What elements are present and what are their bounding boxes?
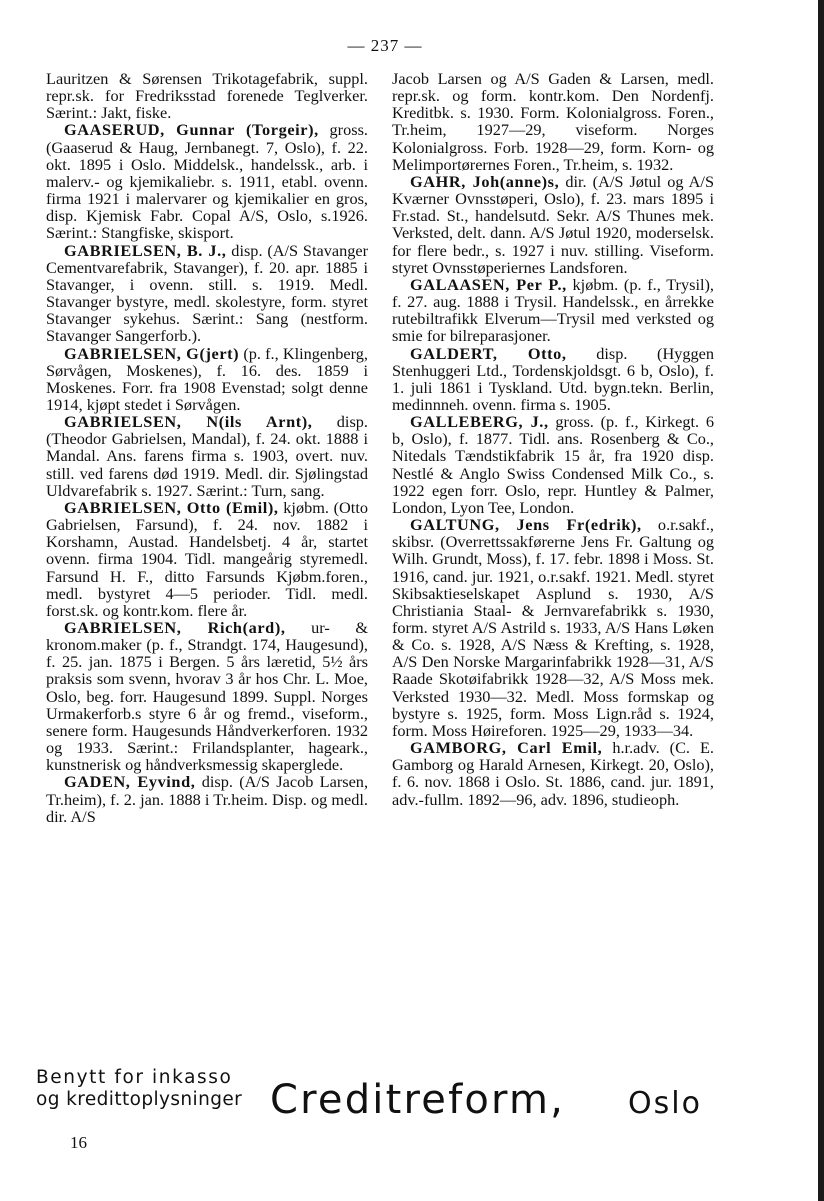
entry-text: gross. (Gaaserud & Haug, Jernbanegt. 7, Oslo), f. 22. okt. 1895 i Oslo. Middelsk., handelssk., arb. i malerv.- og kjemikaliebr. s. 1911, etabl. ovenn. firma 1921 i malervarer og kjemikalier en gros, disp. Kjemisk Fabr. Copal A/S, Oslo, s.1926. Særint.: Stangfiske, skisport. (46, 120, 368, 243)
entry-text: disp. (A/S Jacob Larsen, Tr.heim), f. 2. jan. 1888 i Tr.heim. Disp. og medl. dir. A/S (46, 772, 369, 826)
directory-entry (46, 242, 368, 345)
directory-entry (46, 70, 368, 121)
directory-entry (392, 345, 714, 414)
directory-entry (392, 173, 714, 276)
entry-text: (p. f., Klingenberg, Sørvågen, Moskenes), f. 16. des. 1859 i Moskenes. Forr. fra 1908 Evenstad; solgt denne 1914, kjøpt stedet i Sørvågen. (46, 343, 368, 414)
entry-name: GALTUNG, Jens Fr(edrik), (410, 515, 642, 535)
directory-entry (392, 276, 714, 345)
entry-name: GAMBORG, Carl Emil, (410, 738, 603, 758)
page-number: — 237 — (347, 36, 423, 55)
entry-name: GAHR, Joh(anne)s, (410, 171, 560, 191)
entry-text: h.r.adv. (C. E. Gamborg og Harald Arnesen, Kirkegt. 20, Oslo), f. 6. nov. 1868 i Oslo. St. 1886, cand. jur. 1891, adv.-fullm. 1892—96, adv. 1896, studieoph. (392, 738, 714, 809)
entry-name: GADEN, Eyvind, (64, 772, 196, 792)
advert-city: Oslo (628, 1086, 702, 1121)
advert-brand: Creditreform, (270, 1077, 566, 1123)
directory-entry (46, 121, 368, 241)
entry-name: GABRIELSEN, Otto (Emil), (64, 497, 279, 517)
directory-entry (46, 499, 368, 619)
directory-entry (46, 619, 368, 773)
entry-name: GABRIELSEN, B. J., (64, 240, 227, 260)
entry-text: gross. (p. f., Kirkegt. 6 b, Oslo), f. 1877. Tidl. ans. Rosenberg & Co., Nitedals Tændstikfabrik 15 år, fra 1920 disp. Nestlé & Anglo Swiss Condensed Milk Co., s. 1922 egen forr. Oslo, repr. Huntley & Palmer, London, Lyon Tee, London. (392, 412, 715, 517)
entry-name: GALAASEN, Per P., (410, 274, 567, 294)
directory-entry (46, 345, 368, 414)
entry-text: kjøbm. (Otto Gabrielsen, Farsund), f. 24. nov. 1882 i Korshamn, Austad. Handelsbetj. 4 år, startet ovenn. firma 1904. Tidl. mangeårig styremedl. Farsund H. F., ditto Farsunds Kjøbm.foren., medl. bystyret 4—5 perioder. Tidl. medl. forst.sk. og kontr.kom. flere år. (46, 497, 368, 620)
footer-number: 16 (70, 1133, 87, 1152)
entry-text: disp. (A/S Stavanger Cementvarefabrik, Stavanger), f. 20. apr. 1885 i Stavanger, i ovenn. still. s. 1919. Medl. Stavanger bystyre, medl. skolestyre, form. styret Stavanger sykehus. Særint.: Sang (nestform. Stavanger Sangerforb.). (46, 240, 368, 346)
entry-name: GALLEBERG, J., (410, 412, 549, 432)
directory-entry (392, 70, 714, 173)
directory-entry (46, 773, 368, 824)
advert-line-2: og kredittoplysninger (36, 1089, 243, 1110)
entry-name: GABRIELSEN, Rich(ard), (64, 618, 286, 637)
entry-name: GALDERT, Otto, (410, 343, 567, 363)
entry-name: GABRIELSEN, N(ils Arnt), (64, 412, 313, 432)
directory-entry (392, 413, 714, 516)
entry-text: Jacob Larsen og A/S Gaden & Larsen, medl. repr.sk. og form. kontr.kom. Den Nordenfj. Kreditbk. s. 1930. Form. Kolonialgross. Foren., Tr.heim, 1927—29, viseform. Norges Kolonialgross. Forb. 1928—29, form. Korn- og Melimportørernes Foren., Tr.heim, s. 1932. (392, 69, 714, 174)
scan-edge (818, 0, 824, 1201)
entry-text: ur- & kronom.maker (p. f., Strandgt. 174, Haugesund), f. 25. jan. 1875 i Bergen. 5 års læretid, 5½ års praksis som svenn, hvorav 3 år hos Chr. L. Moe, Oslo, beg. forr. Haugesund 1899. Suppl. Norges Urmakerforb.s styre 6 år og fremd., viseform., senere form. Haugesunds Håndverkerforen. 1932 og 1933. Særint.: Frilandsplanter, hageark., kunstnerisk og håndverksmessig skaperglede. (46, 618, 368, 775)
entry-name: GAASERUD, Gunnar (Torgeir), (64, 120, 319, 140)
entry-text: kjøbm. (p. f., Trysil), f. 27. aug. 1888 i Trysil. Handelssk., en årrekke rutebiltrafikk Elverum—Trysil med verksted og smie for bilreparasjoner. (392, 274, 714, 346)
left-column (46, 70, 368, 825)
directory-entry (392, 739, 714, 808)
entry-text: o.r.sakf., skibsr. (Overrettssakførerne Jens Fr. Galtung og Wilh. Grundt, Moss), f. 17. febr. 1898 i Moss. St. 1916, cand. jur. 1921, o.r.sakf. 1921. Medl. styret Skibsaktieselskapet Asplund s. 1930, A/S Christiania Staal- & Jernvarefabrikk s. 1930, form. styret A/S Astrild s. 1933, A/S Hans Løken & Co. s. 1928, A/S Næss & Krefting, s. 1928, A/S Den Norske Margarinfabrikk 1928—31, A/S Raade Skotøifabrikk 1928—32, A/S Moss mek. Verksted 1930—32. Medl. Moss formskap og bystyre s. 1925, form. Moss Lign.råd s. 1924, form. Moss Høireforen. 1925—29, 1933—34. (392, 515, 715, 740)
entry-text: disp. (Theodor Gabrielsen, Mandal), f. 24. okt. 1888 i Mandal. Ans. farens firma s. 1903, overt. nuv. still. ved farens død 1919. Medl. dir. Sjølingstad Uldvarefabrik s. 1927. Særint.: Turn, sang. (46, 412, 368, 500)
entry-name: GABRIELSEN, G(jert) (64, 343, 240, 363)
directory-entry (46, 413, 368, 499)
entry-text: dir. (A/S Jøtul og A/S Kværner Ovnsstøperi, Oslo), f. 23. mars 1895 i Fr.stad. St., handelsutd. Sekr. A/S Thunes mek. Verksted, delt. dann. A/S Jøtul 1920, moderselsk. for flere bedr., s. 1927 i nuv. stilling. Viseform. styret Ovnsstøperiernes Landsforen. (392, 171, 714, 277)
entry-text: disp. (Hyggen Stenhuggeri Ltd., Tordenskjoldsgt. 6 b, Oslo), f. 1. juli 1861 i Tyskland. Utd. bygn.tekn. Berlin, medinnneh. ovenn. firma s. 1905. (392, 343, 714, 414)
right-column (392, 70, 714, 808)
advert-line-1: Benytt for inkasso (36, 1067, 233, 1088)
directory-entry (392, 516, 714, 739)
entry-text: Lauritzen & Sørensen Trikotagefabrik, suppl. repr.sk. for Fredriksstad forenede Teglverker. Særint.: Jakt, fiske. (46, 69, 368, 123)
